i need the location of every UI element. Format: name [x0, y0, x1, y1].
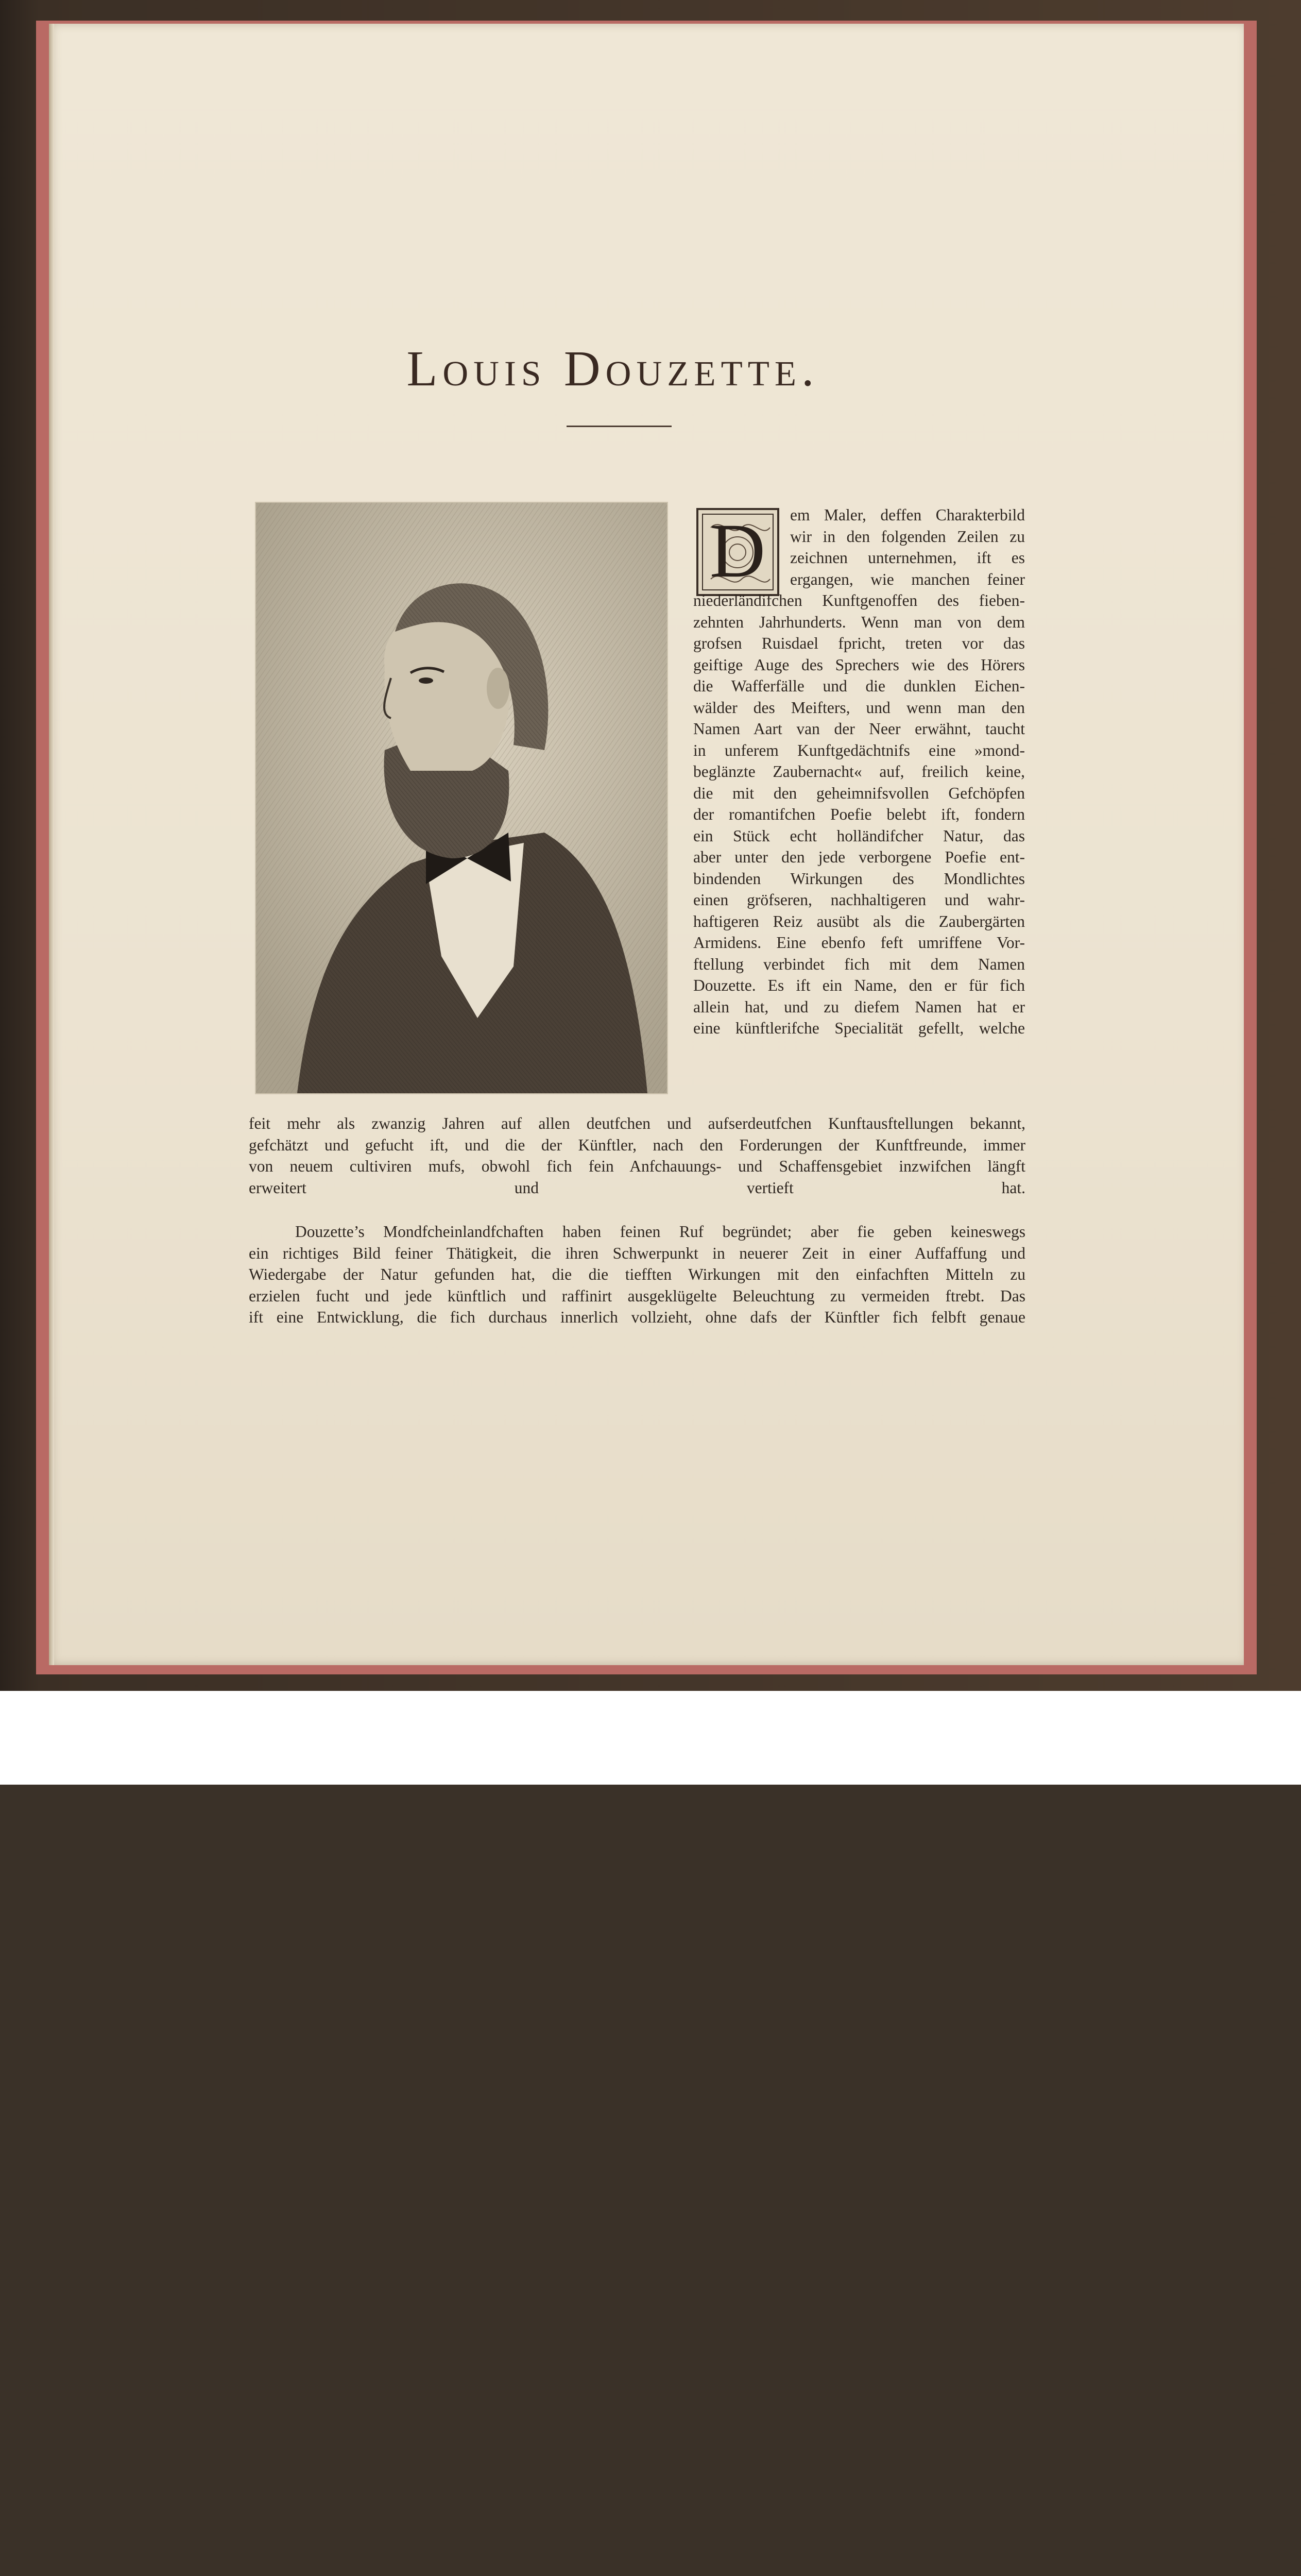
text-line: allein hat, und zu diefem Namen hat er	[693, 997, 1025, 1016]
text-paragraph-1-end	[249, 1113, 1025, 1198]
text-line: zehnten Jahrhunderts. Wenn man von dem	[693, 613, 1025, 631]
text-line: erzielen fucht und jede künftlich und raffinirt ausgeklügelte Beleuchtung zu vermeiden ftrebt. Das	[249, 1286, 1025, 1305]
text-line: der romantifchen Poefie belebt ift, fondern	[693, 805, 1025, 823]
footer-bar	[0, 1691, 1301, 1785]
text-line: Namen Aart van der Neer erwähnt, taucht	[693, 720, 1025, 738]
text-line: ein richtiges Bild feiner Thätigkeit, die ihren Schwerpunkt in neuerer Zeit in einer Auffaffung und	[249, 1244, 1025, 1262]
text-line: aber unter den jede verborgene Poefie ent-	[693, 848, 1025, 866]
text-line: beglänzte Zaubernacht« auf, freilich keine,	[693, 762, 1025, 781]
text-line: geiftige Auge des Sprechers wie des Hörers	[693, 655, 1025, 674]
page-gutter	[49, 24, 54, 1665]
text-line: haftigeren Reiz ausübt als die Zaubergärten	[693, 912, 1025, 930]
text-line: niederländifchen Kunftgenoffen des fieben-	[693, 591, 1025, 609]
text-line: einen gröfseren, nachhaltigeren und wahr-	[693, 891, 1025, 909]
text-line: Douzette. Es ift ein Name, den er für fich	[693, 976, 1025, 994]
text-line: Wiedergabe der Natur gefunden hat, die die tiefften Wirkungen mit den einfachften Mitteln zu	[249, 1265, 1025, 1283]
text-line: bindenden Wirkungen des Mondlichtes	[693, 869, 1025, 888]
text-line: die Wafferfälle und die dunklen Eichen-	[693, 677, 1025, 695]
text-line: ftellung verbindet fich mit dem Namen	[693, 955, 1025, 973]
text-line: von neuem cultiviren mufs, obwohl fich fein Anfchauungs- und Schaffensgebiet inzwifchen längft	[249, 1157, 1025, 1175]
text-line: wir in den folgenden Zeilen zu	[790, 527, 1025, 546]
text-line: em Maler, deffen Charakterbild	[790, 506, 1025, 524]
text-line: ein Stück echt holländifcher Natur, das	[693, 826, 1025, 845]
text-line: wälder des Meifters, und wenn man den	[693, 698, 1025, 717]
text-line: erweitert und vertieft hat.	[249, 1178, 1025, 1197]
text-line: ergangen, wie manchen feiner	[790, 570, 1025, 588]
text-line: gefchätzt und gefucht ift, und die der Künftler, nach den Forderungen der Kunftfreunde, immer	[249, 1136, 1025, 1154]
text-line: ift eine Entwicklung, die fich durchaus innerlich vollzieht, ohne dafs der Künftler fich felbft genaue	[249, 1308, 1025, 1326]
text-line: grofsen Ruisdael fpricht, treten vor das	[693, 634, 1025, 652]
title-divider	[567, 426, 672, 427]
text-line: in unferem Kunftgedächtnifs eine »mond-	[693, 741, 1025, 759]
text-column	[693, 504, 1025, 1039]
text-line: die mit den geheimnifsvollen Gefchöpfen	[693, 784, 1025, 802]
portrait-etching	[255, 502, 668, 1094]
portrait-illustration	[256, 503, 667, 1093]
text-paragraph-2	[249, 1221, 1025, 1328]
text-line: Armidens. Eine ebenfo feft umriffene Vor-	[693, 934, 1025, 952]
page-title: Louis Douzette.	[406, 341, 819, 397]
text-line: Douzette’s Mondfcheinlandfchaften haben feinen Ruf begründet; aber fie geben keineswegs	[295, 1223, 1025, 1241]
dropcap-letter: D	[709, 508, 766, 594]
text-line: eine künftlerifche Specialität gefellt, welche	[693, 1019, 1025, 1037]
text-line: feit mehr als zwanzig Jahren auf allen deutfchen und aufserdeutfchen Kunftausftellungen bekannt,	[249, 1114, 1025, 1132]
text-line: zeichnen unternehmen, ift es	[790, 549, 1025, 567]
